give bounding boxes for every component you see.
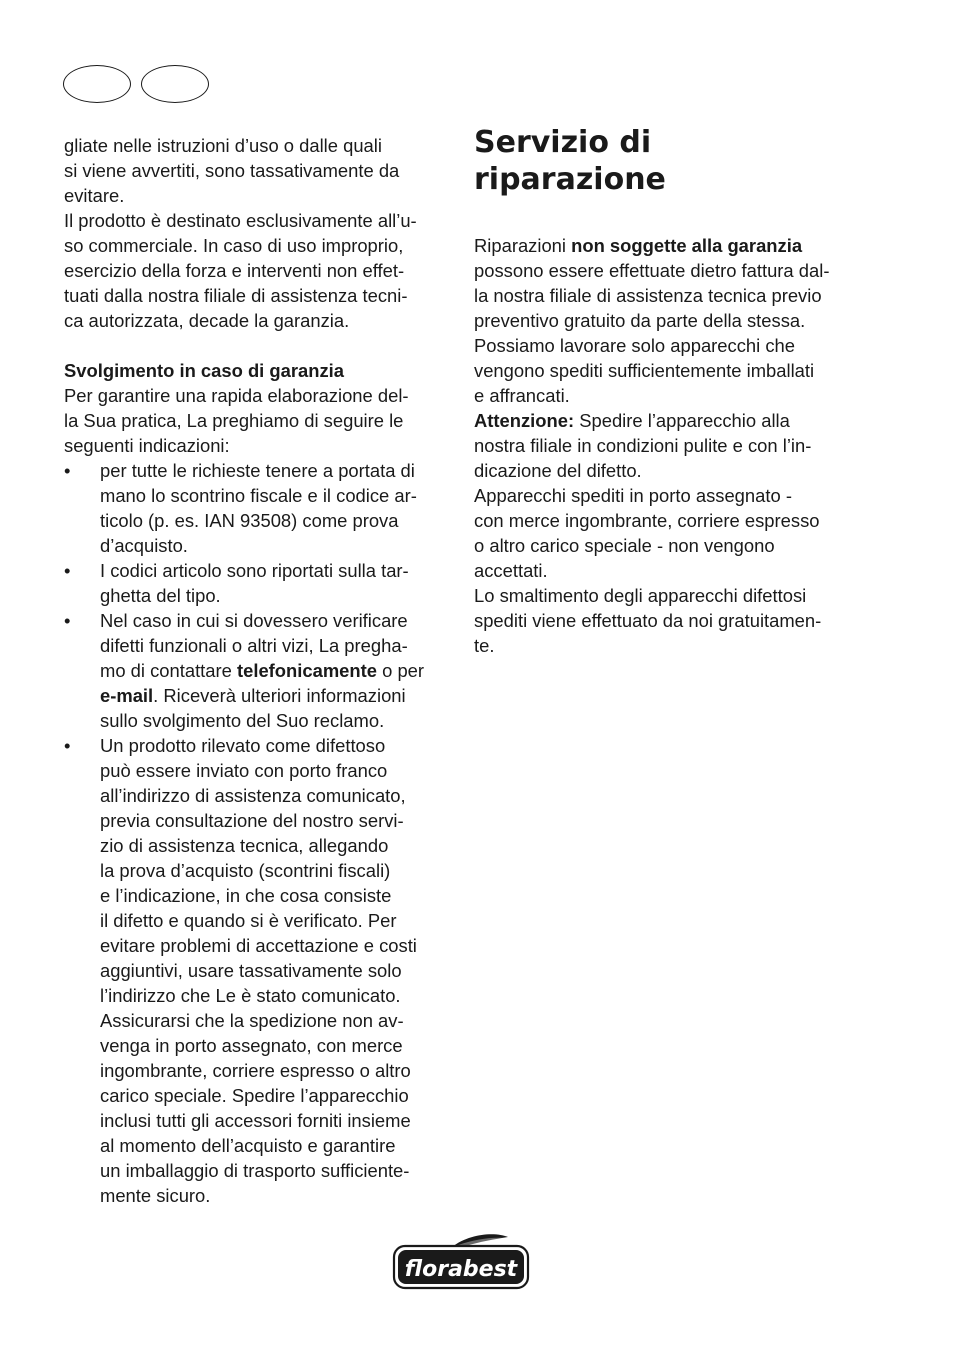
text-line: l’indirizzo che Le è stato comunicato.	[100, 985, 401, 1006]
text-line: ghetta del tipo.	[100, 585, 221, 606]
text-line: accettati.	[474, 560, 548, 581]
email-emphasis: e-mail	[100, 685, 154, 706]
text-line: o altro carico speciale - non vengono	[474, 535, 775, 556]
bullet-dot: •	[64, 460, 71, 481]
text-line: Il prodotto è destinato esclusivamente all’u-	[64, 210, 417, 231]
language-tab-ovals	[63, 65, 215, 105]
text-line: il difetto e quando si è verificato. Per	[100, 910, 397, 931]
text-line: con merce ingombrante, corriere espresso	[474, 510, 820, 531]
language-oval-right	[141, 65, 209, 103]
text-line: ticolo (p. es. IAN 93508) come prova	[100, 510, 399, 531]
language-oval-left	[63, 65, 131, 103]
text-line: Assicurarsi che la spedizione non av-	[100, 1010, 404, 1031]
text-line: Lo smaltimento degli apparecchi difettosi	[474, 585, 807, 606]
paragraph-gap	[64, 333, 454, 358]
text-line: mente sicuro.	[100, 1185, 211, 1206]
warranty-procedure-subheading: Svolgimento in caso di garanzia	[64, 360, 345, 381]
phone-emphasis: telefonicamente	[236, 660, 377, 681]
text-line: e affrancati.	[474, 385, 570, 406]
text-line: Possiamo lavorare solo apparecchi che	[474, 335, 795, 356]
text-line: preventivo gratuito da parte della stessa.	[474, 310, 806, 331]
text-run: . Riceverà ulteriori informazioni	[153, 685, 406, 706]
text-run: Spedire l’apparecchio alla	[574, 410, 790, 431]
title-line: riparazione	[474, 162, 666, 197]
text-line: la prova d’acquisto (scontrini fiscali)	[100, 860, 391, 881]
text-line: I codici articolo sono riportati sulla tar-	[100, 560, 409, 581]
text-line: per tutte le richieste tenere a portata di	[100, 460, 415, 481]
florabest-logo	[392, 1233, 530, 1291]
bullet-dot: •	[64, 735, 71, 756]
repair-service-title	[474, 124, 666, 198]
text-line: sullo svolgimento del Suo reclamo.	[100, 710, 385, 731]
text-line: ca autorizzata, decade la garanzia.	[64, 310, 350, 331]
text-line: vengono spediti sufficientemente imballati	[474, 360, 815, 381]
bullet-dot: •	[64, 560, 71, 581]
left-column	[64, 133, 454, 1208]
bullet-item-shipping	[64, 733, 454, 1208]
right-column	[474, 233, 864, 658]
text-line: Apparecchi spediti in porto assegnato -	[474, 485, 792, 506]
attention-label: Attenzione:	[474, 410, 575, 431]
text-line: un imballaggio di trasporto sufficiente-	[100, 1160, 410, 1181]
text-line: nostra filiale in condizioni pulite e con l’in-	[474, 435, 812, 456]
text-line: possono essere effettuate dietro fattura dal-	[474, 260, 830, 281]
text-line: gliate nelle istruzioni d’uso o dalle quali	[64, 135, 382, 156]
text-line: spediti viene effettuato da noi gratuitamen-	[474, 610, 822, 631]
text-line: la nostra filiale di assistenza tecnica previo	[474, 285, 822, 306]
text-line: evitare problemi di accettazione e costi	[100, 935, 417, 956]
text-line: venga in porto assegnato, con merce	[100, 1035, 403, 1056]
text-line: difetti funzionali o altri vizi, La pregha-	[100, 635, 408, 656]
text-line: zio di assistenza tecnica, allegando	[100, 835, 389, 856]
text-line: seguenti indicazioni:	[64, 435, 230, 456]
text-line: so commerciale. In caso di uso improprio,	[64, 235, 404, 256]
bullet-item-contact	[64, 608, 454, 733]
text-line	[100, 658, 454, 683]
bullet-item-article-code	[64, 558, 454, 608]
text-line: d’acquisto.	[100, 535, 188, 556]
text-line: Per garantire una rapida elaborazione del-	[64, 385, 409, 406]
text-line	[474, 408, 864, 433]
text-line: te.	[474, 635, 495, 656]
text-line: all’indirizzo di assistenza comunicato,	[100, 785, 406, 806]
text-line	[474, 233, 864, 258]
text-line: e l’indicazione, in che cosa consiste	[100, 885, 392, 906]
text-run: o per	[377, 660, 425, 681]
text-line: inclusi tutti gli accessori forniti insieme	[100, 1110, 411, 1131]
text-line: la Sua pratica, La preghiamo di seguire le	[64, 410, 404, 431]
text-line: mano lo scontrino fiscale e il codice ar-	[100, 485, 417, 506]
text-run: mo di contattare	[100, 660, 237, 681]
text-line: previa consultazione del nostro servi-	[100, 810, 404, 831]
text-line: ingombrante, corriere espresso o altro	[100, 1060, 411, 1081]
logo-wordmark: florabest	[404, 1257, 518, 1282]
text-line: tuati dalla nostra filiale di assistenza tecni-	[64, 285, 408, 306]
title-line: Servizio di	[474, 125, 652, 160]
text-line: Un prodotto rilevato come difettoso	[100, 735, 386, 756]
bullet-dot: •	[64, 610, 71, 631]
text-line: esercizio della forza e interventi non effet-	[64, 260, 405, 281]
text-line: si viene avvertiti, sono tassativamente da	[64, 160, 400, 181]
text-line: può essere inviato con porto franco	[100, 760, 388, 781]
bullet-item-receipt	[64, 458, 454, 558]
text-line: Nel caso in cui si dovessero verificare	[100, 610, 408, 631]
text-run: Riparazioni	[474, 235, 572, 256]
text-line	[100, 683, 454, 708]
text-line: aggiuntivi, usare tassativamente solo	[100, 960, 402, 981]
text-line: evitare.	[64, 185, 125, 206]
non-warranty-emphasis: non soggette alla garanzia	[571, 235, 803, 256]
text-line: carico speciale. Spedire l’apparecchio	[100, 1085, 409, 1106]
text-line: al momento dell’acquisto e garantire	[100, 1135, 396, 1156]
text-line: dicazione del difetto.	[474, 460, 642, 481]
